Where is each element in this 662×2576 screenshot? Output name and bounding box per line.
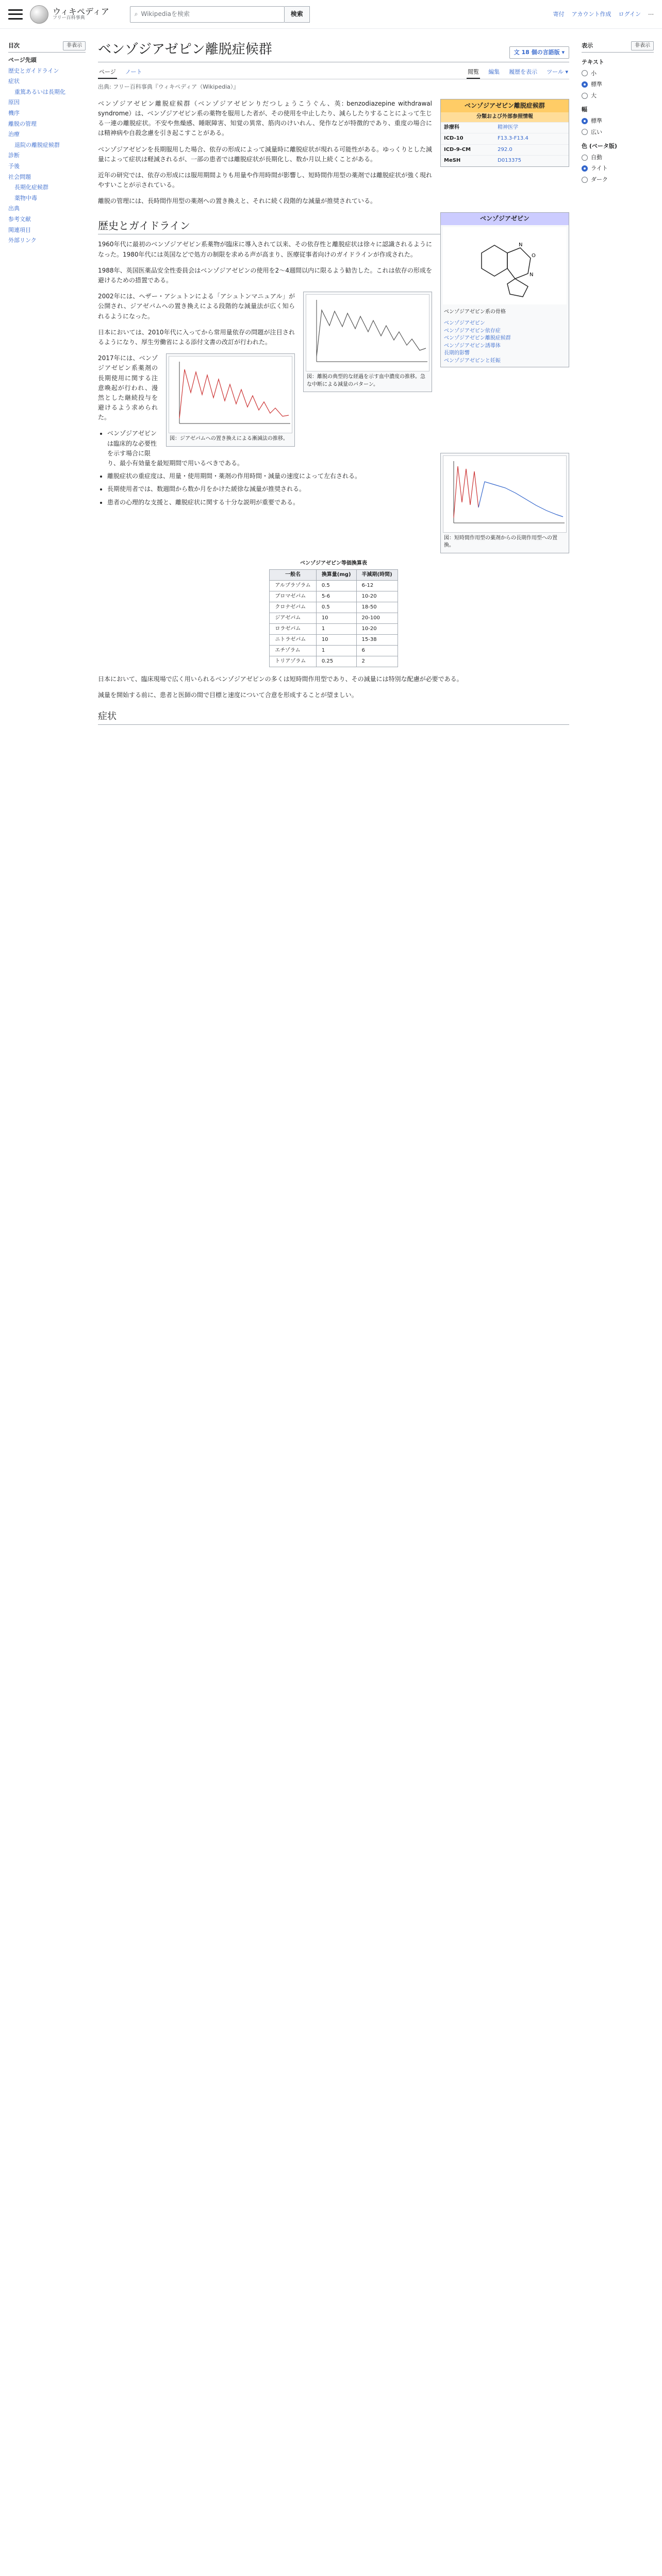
table-cell: 0.5 (316, 580, 356, 591)
text-size-option[interactable] (582, 69, 654, 78)
infobox-value-link[interactable]: D013375 (494, 156, 569, 166)
color-option-label: ライト (591, 165, 608, 172)
table-cell: 0.5 (316, 602, 356, 613)
article-body (98, 99, 569, 725)
svg-text:N: N (529, 272, 534, 278)
radio-icon[interactable] (582, 155, 588, 161)
figure-caption: 図：離脱の典型的な経過を示す血中濃度の推移。急な中断による減量のパターン。 (307, 374, 425, 387)
body-paragraph: 日本において、臨床現場で広く用いられるベンゾジアゼピンの多くは短時間作用型であり、その減量には特別な配慮が必要である。 (98, 675, 463, 683)
page-source-note: 出典: フリー百科事典『ウィキペディア（Wikipedia）』 (98, 83, 239, 91)
svg-text:N: N (519, 242, 523, 248)
toc-title: 目次 (8, 42, 20, 49)
toc-item[interactable]: 社会問題 (8, 173, 31, 180)
benzodiazepine-navbox (440, 212, 569, 367)
table-cell: 20-100 (356, 613, 398, 623)
toc-item[interactable]: 診断 (8, 152, 20, 159)
color-option-label: ダーク (591, 176, 608, 183)
create-account-link[interactable]: アカウント作成 (571, 10, 611, 18)
navbox-link[interactable]: 長期的影響 (444, 350, 470, 357)
width-option-label: 標準 (591, 117, 602, 124)
toc-item[interactable]: 薬物中毒 (14, 194, 37, 201)
toc-item[interactable]: 退院の離脱症候群 (14, 141, 60, 148)
toc-item[interactable]: 参考文献 (8, 215, 31, 223)
figure-caption: 図：ジアゼパムへの置き換えによる漸減法の推移。 (170, 436, 288, 442)
site-name: ウィキペディア (53, 6, 109, 16)
table-row (270, 645, 398, 656)
page-title: ベンゾジアゼピン離脱症候群 (98, 42, 272, 57)
figure-image[interactable] (306, 294, 429, 371)
appearance-title: 表示 (582, 42, 593, 49)
appearance-hide-button[interactable]: 非表示 (631, 41, 654, 50)
table-row (270, 623, 398, 634)
language-button[interactable]: 文 18 個の言語版 ▾ (509, 46, 569, 59)
figure-image[interactable] (169, 356, 292, 433)
radio-icon[interactable] (582, 70, 588, 76)
user-links (553, 10, 654, 19)
search-icon: ⌕ (134, 10, 138, 18)
lead-paragraph: ベンゾジアゼピン離脱症候群（ベンゾジアゼピンりだつしょうこうぐん、英: benzodiazepine withdrawal syndrome）は、ベンゾジアゼピン系の薬物を服用した者が、その使用を中止したり、減らしたりすることによって生じる一連の離脱症状。不安や焦燥感、睡眠障害、知覚の異常、筋肉のけいれん、発作などが特徴的であり、重度の場合には精神病や自殺念慮を引き起こすことがある。 (98, 99, 432, 137)
radio-icon[interactable] (582, 177, 588, 183)
table-caption: ベンゾジアゼピン等価換算表 (300, 560, 367, 566)
table-cell: 10 (316, 613, 356, 623)
table-row (270, 580, 398, 591)
site-header (0, 0, 662, 29)
history-paragraph: 日本においては、2010年代に入ってから常用量依存の問題が注目されるようになり、厚生労働省による添付文書の改訂が行われた。 (98, 328, 295, 346)
tab-tools[interactable]: ツール ▾ (547, 68, 568, 75)
body-paragraph: 減量を開始する前に、患者と医師の間で目標と速度について合意を形成することが望ましい。 (98, 691, 358, 699)
search-button[interactable]: 検索 (285, 6, 310, 23)
history-paragraph: 2017年には、ベンゾジアゼピン系薬剤の長期使用に関する注意喚起が行われ、漫然とした継続投与を避けるよう求められた。 (98, 354, 158, 421)
width-group-label: 幅 (582, 106, 587, 113)
infobox-value-link[interactable]: 292.0 (494, 144, 569, 156)
table-cell: 5-6 (316, 591, 356, 602)
width-option-label: 広い (591, 128, 602, 135)
text-size-group-label: テキスト (582, 59, 604, 65)
table-cell: クロナゼパム (270, 602, 317, 613)
history-paragraph: 1988年、英国医薬品安全性委員会はベンゾジアゼピンの使用を2〜4週間以内に限るよう勧告した。これは依存の形成を避けるための措置である。 (98, 266, 432, 284)
table-header: 換算量(mg) (316, 569, 356, 580)
figure-thumbnail (166, 353, 295, 447)
toc-item[interactable]: 外部リンク (8, 237, 37, 244)
figure-caption: 図：短時間作用型の薬剤からの長期作用型への置換。 (444, 535, 557, 549)
search-placeholder: Wikipediaを検索 (141, 10, 190, 18)
color-option[interactable] (582, 164, 654, 173)
radio-icon[interactable] (582, 81, 588, 88)
text-size-option-label: 大 (591, 92, 597, 99)
site-tagline: フリー百科事典 (53, 15, 85, 21)
text-size-option-label: 小 (591, 70, 597, 77)
navbox-link[interactable]: ベンゾジアゼピンと妊娠 (444, 358, 501, 364)
appearance-panel (582, 29, 654, 729)
color-option-label: 自動 (591, 154, 602, 161)
table-row (270, 591, 398, 602)
infobox-key: ICD-10 (441, 133, 494, 145)
toc-item[interactable]: 関連項目 (8, 226, 31, 233)
main-content (86, 29, 582, 729)
search-form (130, 6, 310, 23)
table-cell: 18-50 (356, 602, 398, 613)
lead-paragraph: 離脱の管理には、長時間作用型の薬剤への置き換えと、それに続く段階的な減量が推奨されている。 (98, 197, 377, 205)
molecule-structure-image[interactable] (443, 227, 567, 304)
tab-edit[interactable]: 編集 (488, 68, 500, 75)
svg-text:O: O (532, 252, 536, 259)
toc-item[interactable]: 症状 (8, 78, 20, 85)
table-cell: ロラゼパム (270, 623, 317, 634)
infobox-value-link[interactable]: 精神医学 (494, 122, 569, 133)
toc-item[interactable]: 離脱の管理 (8, 120, 37, 127)
figure-image[interactable] (443, 455, 567, 533)
toc-item[interactable]: 機序 (8, 109, 20, 116)
figure-thumbnail (440, 453, 569, 553)
radio-icon[interactable] (582, 165, 588, 172)
table-cell: 10 (316, 634, 356, 645)
table-row (270, 602, 398, 613)
wikipedia-globe-icon (30, 5, 48, 24)
toc-item[interactable]: 長期化症候群 (14, 184, 48, 191)
table-of-contents (8, 29, 86, 729)
table-cell: 1 (316, 645, 356, 656)
toc-item[interactable]: 予後 (8, 162, 20, 170)
table-cell: 10-20 (356, 623, 398, 634)
table-cell: トリアゾラム (270, 656, 317, 667)
radio-icon[interactable] (582, 129, 588, 135)
infobox-title: ベンゾジアゼピン離脱症候群 (441, 99, 569, 112)
login-link[interactable]: ログイン (618, 10, 641, 18)
toc-item[interactable]: 出典 (8, 205, 20, 212)
history-paragraph: 2002年には、ヘザー・アシュトンによる「アシュトンマニュアル」が公開され、ジアゼパムへの置き換えによる段階的な減量法が広く知られるようになった。 (98, 293, 295, 320)
toc-item[interactable]: 治療 (8, 131, 20, 138)
table-header: 一般名 (270, 569, 317, 580)
table-cell: ニトラゼパム (270, 634, 317, 645)
search-input[interactable] (130, 6, 285, 23)
toc-item[interactable]: 原因 (8, 99, 20, 106)
color-option[interactable] (582, 153, 654, 162)
color-group-label: 色 (ベータ版) (582, 143, 617, 150)
table-row (270, 656, 398, 667)
width-option[interactable] (582, 128, 654, 137)
table-cell: 0.25 (316, 656, 356, 667)
lead-paragraph: 近年の研究では、依存の形成には服用期間よりも用量や作用時間が影響し、短時間作用型の薬剤では離脱症状が強く現れやすいことが示されている。 (98, 171, 433, 189)
radio-icon[interactable] (582, 93, 588, 99)
table-cell: アルプラゾラム (270, 580, 317, 591)
section-heading-history: 歴史とガイドライン (98, 217, 569, 234)
color-option[interactable] (582, 175, 654, 184)
tab-talk[interactable]: ノート (125, 68, 142, 75)
table-cell: エチゾラム (270, 645, 317, 656)
navbox-caption: ベンゾジアゼピン系の骨格 (444, 309, 506, 315)
donate-link[interactable]: 寄付 (553, 10, 565, 18)
navbox-link[interactable]: ベンゾジアゼピン誘導体 (444, 343, 501, 349)
table-cell: ブロマゼパム (270, 591, 317, 602)
table-row (270, 634, 398, 645)
list-item: • ベンゾジアゼピンは臨床的な必要性を示す場合に限り、最小有効量を最短期間で用いるべきである。 (107, 429, 569, 468)
infobox-key: ICD-9-CM (441, 144, 494, 156)
infobox (440, 99, 569, 167)
text-size-option-label: 標準 (591, 81, 602, 88)
toc-hide-button[interactable]: 非表示 (63, 41, 86, 50)
infobox-subtitle: 分類および外部参照情報 (441, 112, 569, 122)
toc-item[interactable]: 歴史とガイドライン (8, 67, 59, 74)
section-heading-symptoms: 症状 (98, 709, 569, 725)
list-item: • 長期使用者では、数週間から数か月をかけた緩徐な減量が推奨される。 (107, 484, 569, 494)
table-cell: 1 (316, 623, 356, 634)
history-paragraph: 1960年代に最初のベンゾジアゼピン系薬物が臨床に導入されて以来、その依存性と離脱症状は徐々に認識されるようになった。1980年代には英国などで処方の制限を求める声が高まり、医療従事者向けのガイドラインが作成された。 (98, 241, 432, 258)
toc-item[interactable]: ページ先頭 (8, 57, 37, 63)
main-menu-icon[interactable] (8, 9, 23, 20)
table-cell: 6 (356, 645, 398, 656)
text-size-option[interactable] (582, 80, 654, 89)
infobox-value-link[interactable]: F13.3-F13.4 (494, 133, 569, 145)
table-cell: 15-38 (356, 634, 398, 645)
equivalence-table (269, 560, 398, 667)
infobox-key: MeSH (441, 156, 494, 166)
infobox-key: 診療科 (441, 122, 494, 133)
table-cell: 2 (356, 656, 398, 667)
table-header: 半減期(時間) (356, 569, 398, 580)
page-tabs (98, 65, 569, 80)
tab-history[interactable]: 履歴を表示 (509, 68, 538, 75)
list-item: • 患者の心理的な支援と、離脱症状に関する十分な説明が重要である。 (107, 498, 569, 507)
table-row (270, 613, 398, 623)
width-option[interactable] (582, 116, 654, 126)
toc-item[interactable]: 重篤あるいは長期化 (14, 88, 65, 95)
table-cell: 10-20 (356, 591, 398, 602)
text-size-option[interactable] (582, 91, 654, 100)
radio-icon[interactable] (582, 118, 588, 124)
tab-read[interactable]: 閲覧 (467, 65, 480, 79)
figure-thumbnail (303, 292, 432, 392)
table-cell: ジアゼパム (270, 613, 317, 623)
more-icon[interactable]: ⋯ (648, 10, 654, 18)
list-item: • 離脱症状の重症度は、用量・使用期間・薬剤の作用時間・減量の速度によって左右される。 (107, 471, 569, 481)
navbox-link[interactable]: ベンゾジアゼピン (444, 320, 485, 327)
site-logo[interactable] (30, 5, 109, 24)
table-cell: 6-12 (356, 580, 398, 591)
lead-paragraph: ベンゾジアゼピンを長期服用した場合、依存の形成によって減量時に離脱症状が現れる可能性がある。ゆっくりとした減量によって症状は軽減されるが、一部の患者では離脱症状が長期化し、数か月以上続くことがある。 (98, 145, 432, 163)
navbox-link[interactable]: ベンゾジアゼピン離脱症候群 (444, 335, 511, 342)
navbox-title: ベンゾジアゼピン (441, 213, 569, 225)
navbox-link[interactable]: ベンゾジアゼピン依存症 (444, 328, 501, 334)
tab-page[interactable]: ページ (98, 65, 117, 79)
